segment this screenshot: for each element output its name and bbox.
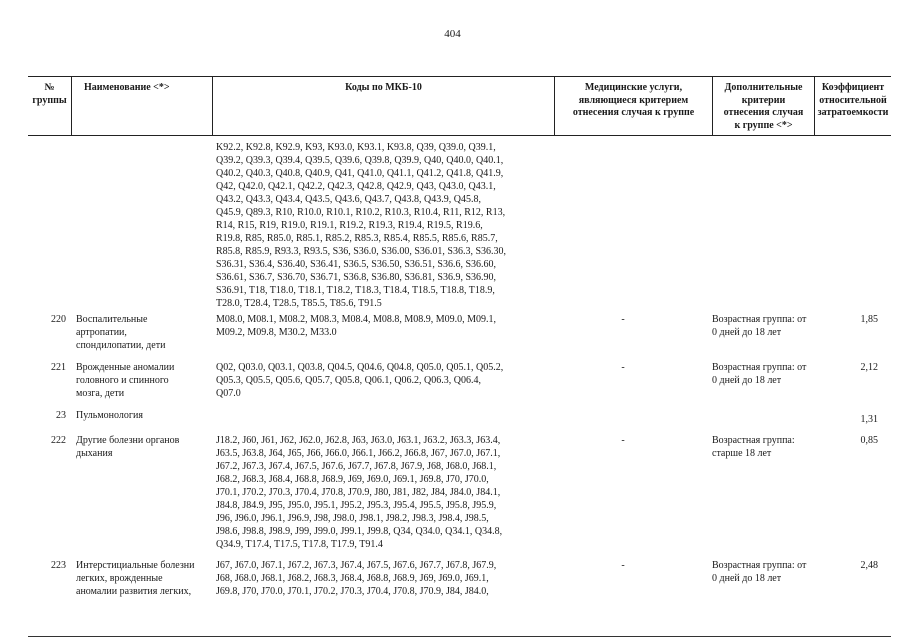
code-line: T28.0, T28.4, T28.5, T85.5, T85.6, T91.5 bbox=[216, 298, 382, 309]
row-number: 220 bbox=[51, 314, 66, 325]
code-line: Q40.2, Q40.3, Q40.8, Q40.9, Q41, Q41.0, Q41.1, Q41.2, Q41.8, Q41.9, bbox=[216, 168, 504, 179]
row-services: - bbox=[621, 435, 625, 446]
row-number: 23 bbox=[56, 410, 66, 421]
row-additional bbox=[712, 434, 830, 460]
row-services: - bbox=[621, 314, 625, 325]
header-name bbox=[72, 77, 212, 135]
name-line: артропатии, bbox=[76, 327, 127, 338]
name-line: Другие болезни органов bbox=[76, 435, 180, 446]
additional-line: Возрастная группа: от bbox=[712, 314, 807, 325]
row-codes bbox=[216, 434, 554, 551]
row-codes bbox=[216, 361, 554, 400]
name-line: мозга, дети bbox=[76, 388, 125, 399]
row-coefficient: 2,12 bbox=[860, 362, 878, 373]
additional-line: 0 дней до 18 лет bbox=[712, 327, 782, 338]
row-coefficient: 1,85 bbox=[860, 314, 878, 325]
code-line: J68, J68.0, J68.1, J68.2, J68.3, J68.4, J68.8, J68.9, J69, J69.0, J69.1, bbox=[216, 573, 489, 584]
row-coefficient: 2,48 bbox=[860, 560, 878, 571]
header-num bbox=[28, 77, 72, 135]
additional-line: 0 дней до 18 лет bbox=[712, 573, 782, 584]
row-coefficient: 0,85 bbox=[860, 435, 878, 446]
name-line: легких, врожденные bbox=[76, 573, 163, 584]
row-coefficient: 1,31 bbox=[860, 414, 878, 425]
additional-line: Возрастная группа: от bbox=[712, 362, 807, 373]
row-name bbox=[76, 409, 276, 422]
row-number: 223 bbox=[51, 560, 66, 571]
name-line: спондилопатии, дети bbox=[76, 340, 166, 351]
additional-line: старше 18 лет bbox=[712, 448, 772, 459]
header-line: являющиеся критерием bbox=[578, 94, 689, 106]
header-line: затратоемкости bbox=[817, 107, 889, 118]
header-line: относительной bbox=[819, 94, 887, 106]
header-line: группы bbox=[32, 94, 67, 106]
name-line: дыхания bbox=[76, 448, 113, 459]
code-line: M08.0, M08.1, M08.2, M08.3, M08.4, M08.8, M08.9, M09.0, M09.1, bbox=[216, 314, 497, 325]
bottom-rule bbox=[28, 636, 891, 637]
code-line: R14, R15, R19, R19.0, R19.1, R19.2, R19.3, R19.4, R19.5, R19.6, bbox=[216, 220, 483, 231]
code-line: S36.61, S36.7, S36.70, S36.71, S36.8, S36.80, S36.81, S36.9, S36.90, bbox=[216, 272, 497, 283]
code-line: J98.6, J98.8, J98.9, J99, J99.0, J99.1, J99.8, Q34, Q34.0, Q34.1, Q34.8, bbox=[216, 526, 503, 537]
name-line: Врожденные аномалии bbox=[76, 362, 175, 373]
row-services: - bbox=[621, 362, 625, 373]
additional-line: 0 дней до 18 лет bbox=[712, 375, 782, 386]
code-line: R19.8, R85, R85.0, R85.1, R85.2, R85.3, R85.4, R85.5, R85.6, R85.7, bbox=[216, 233, 498, 244]
code-line: R85.8, R85.9, R93.3, R93.5, S36, S36.0, S36.00, S36.01, S36.3, S36.30, bbox=[216, 246, 507, 257]
row-name bbox=[76, 313, 206, 352]
row-name bbox=[76, 559, 218, 598]
page-number: 404 bbox=[444, 28, 461, 40]
code-line: Q45.9, Q89.3, R10, R10.0, R10.1, R10.2, R10.3, R10.4, R11, R12, R13, bbox=[216, 207, 506, 218]
code-line: J69.8, J70, J70.0, J70.1, J70.2, J70.3, J70.4, J70.8, J70.9, J84, J84.0, bbox=[216, 586, 489, 597]
code-line: J67.2, J67.3, J67.4, J67.5, J67.6, J67.7, J67.8, J67.9, J68, J68.0, J68.1, bbox=[216, 461, 497, 472]
row-codes bbox=[216, 141, 554, 310]
code-line: Q02, Q03.0, Q03.1, Q03.8, Q04.5, Q04.6, Q04.8, Q05.0, Q05.1, Q05.2, bbox=[216, 362, 504, 373]
header-line: критерии bbox=[741, 94, 786, 106]
row-name bbox=[76, 361, 206, 400]
row-additional bbox=[712, 559, 830, 585]
header-line: Коэффициент bbox=[821, 82, 885, 93]
row-number: 221 bbox=[51, 362, 66, 373]
code-line: Q05.3, Q05.5, Q05.6, Q05.7, Q05.8, Q06.1, Q06.2, Q06.3, Q06.4, bbox=[216, 375, 481, 386]
row-name bbox=[76, 434, 210, 460]
row-codes bbox=[216, 313, 554, 339]
header-line: № bbox=[44, 82, 55, 93]
code-line: Q42, Q42.0, Q42.1, Q42.2, Q42.3, Q42.8, Q42.9, Q43, Q43.0, Q43.1, bbox=[216, 181, 496, 192]
name-line: Воспалительные bbox=[76, 314, 148, 325]
header-line: Коды по МКБ-10 bbox=[345, 82, 422, 93]
code-line: J84.8, J84.9, J95, J95.0, J95.1, J95.2, J95.3, J95.4, J95.5, J95.8, J95.9, bbox=[216, 500, 497, 511]
header-line: Дополнительные bbox=[724, 82, 803, 93]
row-codes bbox=[216, 559, 554, 598]
code-line: J18.2, J60, J61, J62, J62.0, J62.8, J63, J63.0, J63.1, J63.2, J63.3, J63.4, bbox=[216, 435, 501, 446]
row-additional bbox=[712, 313, 830, 339]
code-line: J68.2, J68.3, J68.4, J68.8, J68.9, J69, J69.0, J69.1, J69.8, J70, J70.0, bbox=[216, 474, 489, 485]
name-line: аномалии развития легких, bbox=[76, 586, 192, 597]
name-line: головного и спинного bbox=[76, 375, 169, 386]
header-additional bbox=[712, 77, 814, 135]
header-line: отнесения случая bbox=[723, 107, 804, 118]
code-line: J67, J67.0, J67.1, J67.2, J67.3, J67.4, J67.5, J67.6, J67.7, J67.8, J67.9, bbox=[216, 560, 497, 571]
header-coef bbox=[814, 77, 891, 135]
code-line: J70.1, J70.2, J70.3, J70.4, J70.8, J70.9, J80, J81, J82, J84, J84.0, J84.1, bbox=[216, 487, 501, 498]
code-line: Q34.9, T17.4, T17.5, T17.8, T17.9, T91.4 bbox=[216, 539, 383, 550]
code-line: S36.31, S36.4, S36.40, S36.41, S36.5, S36.50, S36.51, S36.6, S36.60, bbox=[216, 259, 497, 270]
code-line: K92.2, K92.8, K92.9, K93, K93.0, K93.1, K93.8, Q39, Q39.0, Q39.1, bbox=[216, 142, 496, 153]
code-line: Q43.2, Q43.3, Q43.4, Q43.5, Q43.6, Q43.7, Q43.8, Q43.9, Q45.8, bbox=[216, 194, 481, 205]
table-header bbox=[28, 76, 891, 136]
header-line: отнесения случая к группе bbox=[572, 107, 695, 118]
additional-line: Возрастная группа: bbox=[712, 435, 795, 446]
code-line: Q07.0 bbox=[216, 388, 241, 399]
code-line: S36.91, T18, T18.0, T18.1, T18.2, T18.3, T18.4, T18.5, T18.8, T18.9, bbox=[216, 285, 495, 296]
code-line: J63.5, J63.8, J64, J65, J66, J66.0, J66.1, J66.2, J66.8, J67, J67.0, J67.1, bbox=[216, 448, 501, 459]
code-line: M09.2, M09.8, M30.2, M33.0 bbox=[216, 327, 337, 338]
code-line: J96, J96.0, J96.1, J96.9, J98, J98.0, J98.1, J98.2, J98.3, J98.4, J98.5, bbox=[216, 513, 489, 524]
header-line: Наименование <*> bbox=[84, 82, 170, 93]
row-additional bbox=[712, 361, 830, 387]
row-number: 222 bbox=[51, 435, 66, 446]
header-line: к группе <*> bbox=[734, 119, 793, 131]
header-services bbox=[554, 77, 712, 135]
header-line: Медицинские услуги, bbox=[584, 82, 683, 93]
code-line: Q39.2, Q39.3, Q39.4, Q39.5, Q39.6, Q39.8, Q39.9, Q40, Q40.0, Q40.1, bbox=[216, 155, 504, 166]
name-line: Интерстициальные болезни bbox=[76, 560, 195, 571]
header-codes bbox=[212, 77, 554, 135]
row-services: - bbox=[621, 560, 625, 571]
additional-line: Возрастная группа: от bbox=[712, 560, 807, 571]
name-line: Пульмонология bbox=[76, 410, 143, 421]
